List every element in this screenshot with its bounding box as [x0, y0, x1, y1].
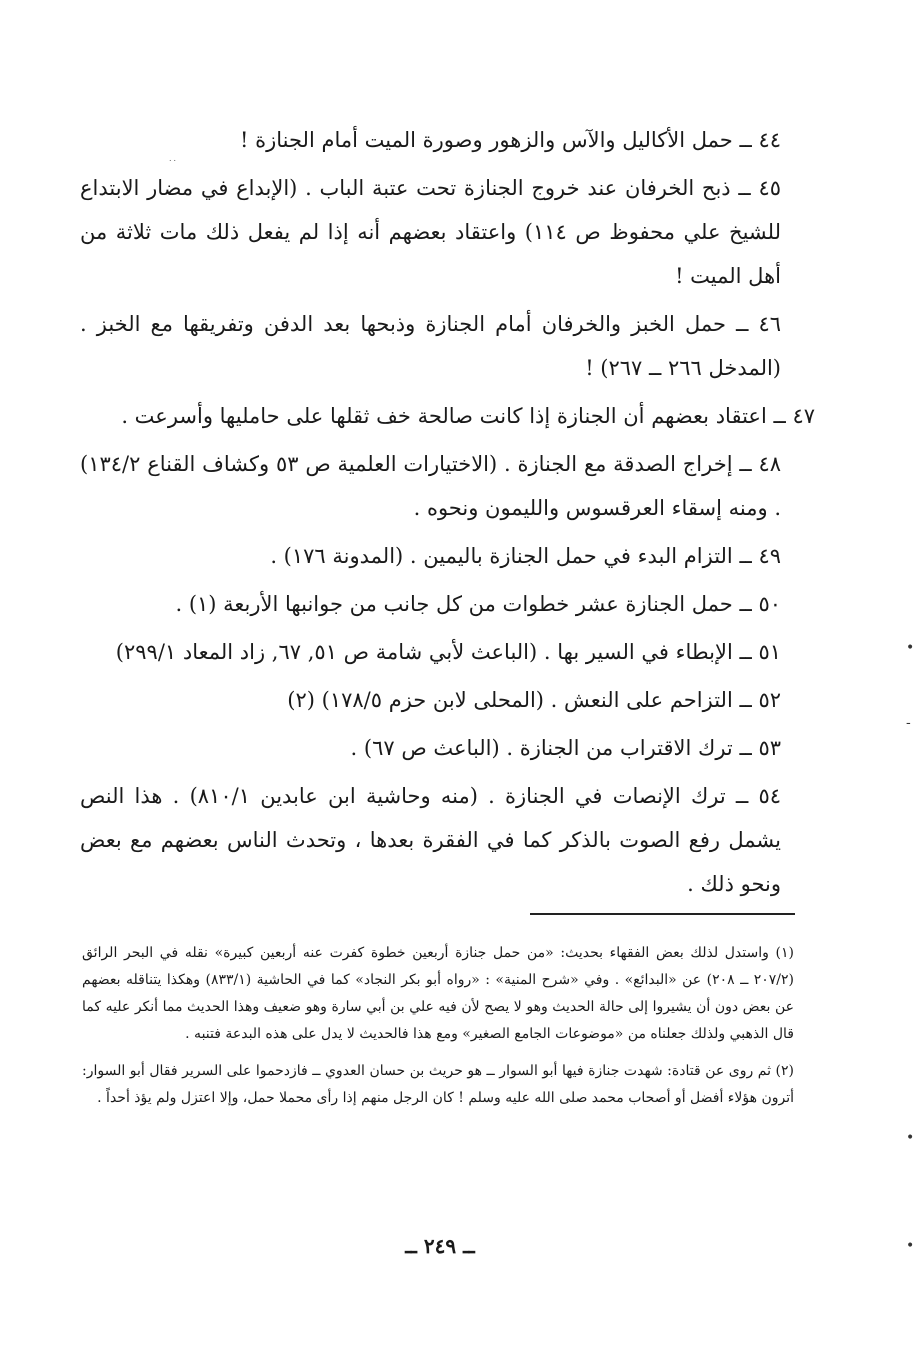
item-51: ٥١ ــ الإبطاء في السير بها . (الباعث لأبي شامة ص ٥١, ٦٧, زاد المعاد ٢٩٩/١)	[115, 640, 781, 664]
page-number: ــ ٢٤٩ ــ	[405, 1234, 475, 1258]
item-44: ٤٤ ــ حمل الأكاليل والآس والزهور وصورة الميت أمام الجنازة !	[240, 128, 781, 152]
item-53: ٥٣ ــ ترك الاقتراب من الجنازة . (الباعث ص ٦٧) .	[350, 736, 781, 760]
margin-mark: •	[906, 1130, 915, 1146]
item-54: ٥٤ ــ ترك الإنصات في الجنازة . (منه وحاشية ابن عابدين ٨١٠/١) . هذا النص يشمل رفع الصوت بالذكر كما في الفقرة بعدها ، وتحدث الناس بعضهم مع بعض ونحو ذلك .	[80, 784, 782, 896]
item-48: ٤٨ ــ إخراج الصدقة مع الجنازة . (الاختيارات العلمية ص ٥٣ وكشاف القناع ١٣٤/٢) . ومنه إسقاء العرقسوس والليمون ونحوه .	[80, 452, 781, 520]
item-49: ٤٩ ــ التزام البدء في حمل الجنازة باليمين . (المدونة ١٧٦) .	[270, 544, 781, 568]
margin-mark: -	[906, 715, 911, 731]
item-50: ٥٠ ــ حمل الجنازة عشر خطوات من كل جانب من جوانبها الأربعة (١) .	[175, 592, 781, 616]
margin-mark: •	[906, 640, 915, 656]
item-45: ٤٥ ــ ذبح الخرفان عند خروج الجنازة تحت عتبة الباب . (الإبداع في مضار الابتداع للشيخ علي محفوظ ص ١١٤) واعتقاد بعضهم أنه إذا لم يفعل ذلك مات ثلاثة من أهل الميت !	[80, 176, 782, 288]
item-52: ٥٢ ــ التزاحم على النعش . (المحلى لابن حزم ١٧٨/٥) (٢)	[287, 688, 781, 712]
footnotes	[82, 940, 814, 1122]
scan-speck: ˙˙	[168, 160, 177, 170]
main-text	[80, 118, 815, 910]
item-46: ٤٦ ــ حمل الخبز والخرفان أمام الجنازة وذبحها بعد الدفن وتفريقها مع الخبز . (المدخل ٢٦٦ ــ ٢٦٧) !	[80, 312, 781, 380]
item-47: ٤٧ ــ اعتقاد بعضهم أن الجنازة إذا كانت صالحة خف ثقلها على حامليها وأسرعت .	[121, 404, 815, 428]
footnote-divider	[530, 913, 795, 915]
footnote-2: (٢) ثم روى عن قتادة: شهدت جنازة فيها أبو السوار ــ هو حريث بن حسان العدوي ــ فازدحموا على السرير فقال أبو السوار: أترون هؤلاء أفضل أو أصحاب محمد صلى الله عليه وسلم ! كان الرجل منهم إذا رأى محملا حمل، وإلا اعتزل ولم يؤذ أحداً .	[82, 1063, 794, 1106]
margin-mark: •	[906, 1238, 915, 1254]
footnote-1: (١) واستدل لذلك بعض الفقهاء بحديث: «من حمل جنازة أربعين خطوة كفرت عنه أربعين كبيرة» نقله في البحر الرائق (٢٠٧/٢ ــ ٢٠٨) عن «البدائع» . وفي «شرح المنية» : «رواه أبو بكر النجاد» كما في الحاشية (٨٣٣/١) وهكذا يتناقله بعضهم عن بعض دون أن يشيروا إلى حالة الحديث وهو لا يصح لأن فيه علي بن أبي سارة وهو ضعيف وهذا الحديث مما أنكر عليه كما قال الذهبي ولذلك جعلناه من «موضوعات الجامع الصغير» ومع هذا فالحديث لا يدل على هذه البدعة فتنبه .	[82, 945, 795, 1042]
